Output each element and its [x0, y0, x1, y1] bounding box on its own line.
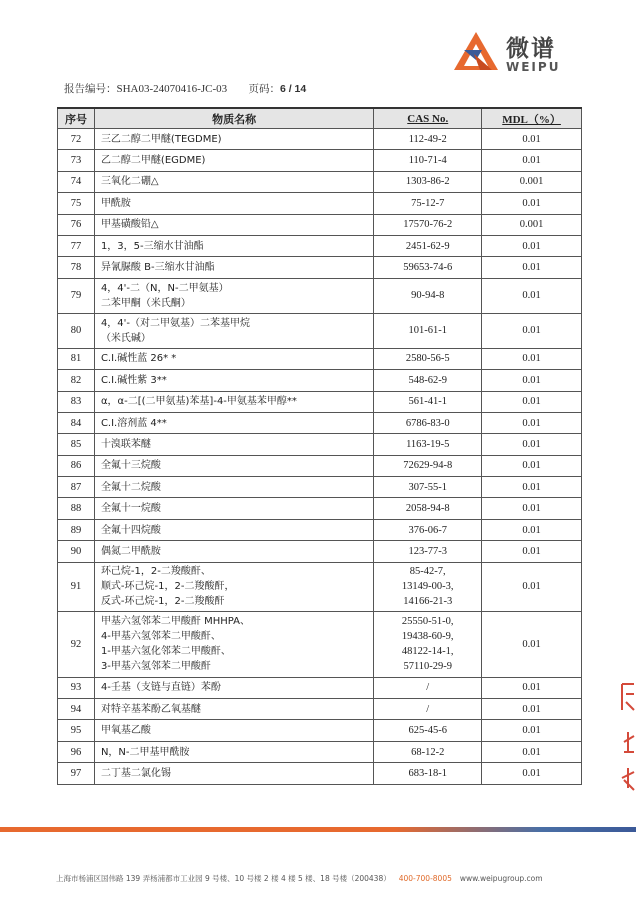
cas-number-line: 68-12-2 [411, 746, 445, 758]
substance-name-line: α，α-二[(二甲氨基)苯基]-4-甲氨基苯甲醇** [100, 396, 297, 408]
substance-name [94, 477, 373, 498]
cas-number-line: 2580-56-5 [405, 353, 450, 365]
substance-name-line: 二苯甲酮（米氏酮） [100, 297, 191, 309]
logo-text-en: WEIPU [506, 60, 561, 74]
substance-name [94, 370, 373, 391]
substance-name [94, 193, 373, 214]
table-body [58, 129, 582, 785]
cas-number [374, 214, 482, 235]
table-row [58, 193, 582, 214]
row-number: 89 [58, 519, 95, 540]
table-row [58, 741, 582, 762]
mdl-value: 0.01 [482, 541, 582, 562]
row-number: 90 [58, 541, 95, 562]
substance-name-line: 三乙二醇二甲醚(TEGDME) [100, 133, 222, 145]
cas-number-line: 101-61-1 [408, 325, 447, 337]
page-number: 6 / 14 [279, 83, 307, 95]
cas-number [374, 257, 482, 278]
cas-number [374, 171, 482, 192]
substance-name-line: 1，3，5-三缩水甘油酯 [100, 240, 204, 252]
cas-number [374, 412, 482, 433]
cas-number-line: 57110-29-9 [403, 661, 453, 673]
cas-number [374, 278, 482, 313]
table-row [58, 541, 582, 562]
table-row [58, 370, 582, 391]
table-row [58, 477, 582, 498]
report-number: SHA03-24070416-JC-03 [116, 83, 228, 95]
mdl-value: 0.01 [482, 129, 582, 150]
substance-name [94, 391, 373, 412]
mdl-value: 0.01 [482, 519, 582, 540]
mdl-value: 0.01 [482, 313, 582, 348]
mdl-value: 0.01 [482, 193, 582, 214]
substance-name [94, 313, 373, 348]
cas-number [374, 391, 482, 412]
substance-name [94, 562, 373, 611]
mdl-value: 0.01 [482, 235, 582, 256]
substance-name [94, 611, 373, 677]
cas-number [374, 477, 482, 498]
row-number: 83 [58, 391, 95, 412]
page-label: 页码： [248, 83, 280, 95]
cas-number [374, 370, 482, 391]
mdl-value: 0.01 [482, 257, 582, 278]
substance-name-line: 对特辛基苯酚乙氧基醚 [100, 703, 201, 715]
mdl-value: 0.001 [482, 171, 582, 192]
substance-name-line: 甲基磺酸铅△ [100, 219, 159, 231]
substance-name [94, 214, 373, 235]
table-row [58, 611, 582, 677]
substance-name-line: 4，4'-（对二甲氨基）二苯基甲烷 [100, 317, 251, 329]
cas-number-line: 625-45-6 [408, 725, 447, 737]
cas-number-line: 112-49-2 [408, 133, 447, 145]
substance-name [94, 150, 373, 171]
substance-name-line: 全氟十三烷酸 [100, 460, 161, 472]
cas-number-line: 17570-76-2 [403, 219, 453, 231]
cas-number [374, 498, 482, 519]
row-number: 73 [58, 150, 95, 171]
cas-number-line: 85-42-7, [409, 566, 446, 578]
cas-number-line: 59653-74-6 [403, 262, 453, 274]
cas-number [374, 763, 482, 784]
footer-address: 上海市杨浦区国伟路 139 弄杨浦都市工业园 9 号楼、10 号楼 2 楼 4 楼 5 楼、18 号楼（200438） [56, 874, 391, 883]
row-number: 91 [58, 562, 95, 611]
substance-name-line: 全氟十一烷酸 [100, 503, 161, 515]
mdl-value: 0.01 [482, 611, 582, 677]
mdl-value: 0.01 [482, 278, 582, 313]
cas-number-line: 548-62-9 [408, 374, 447, 386]
row-number: 77 [58, 235, 95, 256]
substance-table [57, 107, 582, 785]
column-header-mdl: MDL（%） [482, 108, 582, 129]
row-number: 74 [58, 171, 95, 192]
cas-number [374, 193, 482, 214]
table-row [58, 434, 582, 455]
column-header-cas: CAS No. [374, 108, 482, 129]
substance-name [94, 348, 373, 369]
red-seal-stamp [604, 680, 636, 800]
substance-name [94, 455, 373, 476]
cas-number-line: 1163-19-5 [406, 438, 450, 450]
substance-name-line: 甲基六氢邻苯二甲酸酐 MHHPA、 [100, 616, 251, 628]
substance-name-line: 全氟十四烷酸 [100, 524, 161, 536]
table-row [58, 278, 582, 313]
row-number: 92 [58, 611, 95, 677]
cas-number-line: 6786-83-0 [405, 417, 450, 429]
cas-number [374, 677, 482, 698]
substance-name-line: 环己烷-1，2-二羧酸酐、 [100, 566, 211, 578]
substance-name-line: （米氏碱） [100, 332, 151, 344]
substance-name-line: 顺式-环己烷-1，2-二羧酸酐， [100, 581, 235, 593]
substance-name-line: 乙二醇二甲醚(EGDME) [100, 155, 206, 167]
cas-number [374, 313, 482, 348]
substance-name [94, 541, 373, 562]
row-number: 96 [58, 741, 95, 762]
cas-number [374, 519, 482, 540]
table-row [58, 235, 582, 256]
cas-number [374, 348, 482, 369]
table-row [58, 455, 582, 476]
mdl-value: 0.01 [482, 477, 582, 498]
cas-number [374, 611, 482, 677]
cas-number-line: 25550-51-0, [401, 616, 454, 628]
mdl-value: 0.01 [482, 434, 582, 455]
mdl-value: 0.001 [482, 214, 582, 235]
substance-name [94, 498, 373, 519]
cas-number [374, 455, 482, 476]
table-row [58, 677, 582, 698]
substance-name-line: C.I.碱性蓝 26* * [100, 353, 177, 365]
footer-website[interactable]: www.weipugroup.com [459, 874, 543, 883]
substance-name-line: 4-壬基（支链与直链）苯酚 [100, 682, 221, 694]
substance-name [94, 257, 373, 278]
substance-name [94, 519, 373, 540]
mdl-value: 0.01 [482, 720, 582, 741]
cas-number-line: 2451-62-9 [405, 240, 450, 252]
substance-name-line: 4，4'-二（N，N-二甲氨基） [100, 282, 229, 294]
table-row [58, 391, 582, 412]
table-row [58, 562, 582, 611]
cas-number [374, 235, 482, 256]
cas-number-line: / [426, 682, 430, 694]
substance-name-line: 三氧化二硼△ [100, 176, 159, 188]
table-row [58, 412, 582, 433]
cas-number-line: 1303-86-2 [405, 176, 450, 188]
cas-number [374, 541, 482, 562]
footer-phone: 400-700-8005 [398, 874, 452, 883]
substance-name [94, 412, 373, 433]
cas-number-line: 13149-00-3, [401, 581, 454, 593]
cas-number-line: 14166-21-3 [403, 596, 453, 608]
substance-name-line: C.I.碱性紫 3** [100, 374, 167, 386]
cas-number-line: 561-41-1 [408, 396, 447, 408]
substance-name-line: C.I.溶剂蓝 4** [100, 417, 167, 429]
mdl-value: 0.01 [482, 348, 582, 369]
row-number: 88 [58, 498, 95, 519]
row-number: 97 [58, 763, 95, 784]
substance-name [94, 720, 373, 741]
row-number: 79 [58, 278, 95, 313]
substance-name-line: 1-甲基六氢化邻苯二甲酸酐、 [100, 646, 231, 658]
footer [56, 873, 543, 884]
mdl-value: 0.01 [482, 741, 582, 762]
cas-number-line: 683-18-1 [408, 767, 447, 779]
substance-name-line: 4-甲基六氢邻苯二甲酸酐、 [100, 631, 221, 643]
row-number: 85 [58, 434, 95, 455]
substance-name-line: N，N-二甲基甲酰胺 [100, 746, 190, 758]
cas-number-line: 48122-14-1, [401, 646, 454, 658]
row-number: 80 [58, 313, 95, 348]
cas-number-line: 19438-60-9, [401, 631, 454, 643]
cas-number-line: / [426, 703, 430, 715]
mdl-value: 0.01 [482, 370, 582, 391]
substance-name-line: 偶氮二甲酰胺 [100, 545, 161, 557]
substance-name-line: 异氰脲酸 B-三缩水甘油酯 [100, 262, 215, 274]
cas-number-line: 376-06-7 [408, 524, 447, 536]
mdl-value: 0.01 [482, 150, 582, 171]
row-number: 72 [58, 129, 95, 150]
substance-name [94, 763, 373, 784]
table-row [58, 257, 582, 278]
table-header-row [58, 108, 582, 129]
row-number: 75 [58, 193, 95, 214]
mdl-value: 0.01 [482, 699, 582, 720]
table-row [58, 150, 582, 171]
table-row [58, 699, 582, 720]
substance-name [94, 129, 373, 150]
table-row [58, 171, 582, 192]
mdl-value: 0.01 [482, 412, 582, 433]
row-number: 94 [58, 699, 95, 720]
row-number: 81 [58, 348, 95, 369]
mdl-value: 0.01 [482, 498, 582, 519]
weipu-logo [452, 30, 572, 76]
substance-name-line: 十溴联苯醚 [100, 438, 151, 450]
column-header-no: 序号 [58, 108, 95, 129]
cas-number-line: 72629-94-8 [403, 460, 453, 472]
substance-name [94, 741, 373, 762]
substance-name [94, 278, 373, 313]
cas-number [374, 699, 482, 720]
substance-name-line: 反式-环己烷-1，2-二羧酸酐 [100, 596, 225, 608]
weipu-logo-icon [452, 30, 500, 74]
substance-name [94, 699, 373, 720]
cas-number-line: 307-55-1 [408, 481, 447, 493]
substance-name-line: 全氟十二烷酸 [100, 481, 161, 493]
cas-number [374, 129, 482, 150]
cas-number [374, 562, 482, 611]
mdl-value: 0.01 [482, 455, 582, 476]
table-row [58, 129, 582, 150]
row-number: 84 [58, 412, 95, 433]
mdl-value: 0.01 [482, 562, 582, 611]
substance-name-line: 二丁基二氯化锡 [100, 767, 171, 779]
substance-name [94, 434, 373, 455]
row-number: 93 [58, 677, 95, 698]
table-row [58, 720, 582, 741]
row-number: 78 [58, 257, 95, 278]
table-row [58, 763, 582, 784]
mdl-value: 0.01 [482, 677, 582, 698]
table-row [58, 519, 582, 540]
cas-number-line: 123-77-3 [408, 545, 447, 557]
report-header [64, 81, 306, 96]
row-number: 87 [58, 477, 95, 498]
substance-name [94, 677, 373, 698]
row-number: 86 [58, 455, 95, 476]
substance-name-line: 甲酰胺 [100, 197, 131, 209]
mdl-value: 0.01 [482, 391, 582, 412]
substance-name-line: 甲氧基乙酸 [100, 725, 151, 737]
footer-stripe [0, 827, 636, 832]
cas-number [374, 434, 482, 455]
substance-name [94, 171, 373, 192]
cas-number-line: 2058-94-8 [405, 503, 450, 515]
mdl-value: 0.01 [482, 763, 582, 784]
table-row [58, 214, 582, 235]
row-number: 95 [58, 720, 95, 741]
cas-number [374, 720, 482, 741]
cas-number-line: 75-12-7 [411, 197, 445, 209]
row-number: 82 [58, 370, 95, 391]
row-number: 76 [58, 214, 95, 235]
substance-name [94, 235, 373, 256]
cas-number-line: 110-71-4 [408, 155, 447, 167]
table-row [58, 498, 582, 519]
table-row [58, 348, 582, 369]
logo-text-cn: 微谱 [506, 36, 556, 62]
cas-number-line: 90-94-8 [411, 290, 445, 302]
report-number-label: 报告编号： [64, 83, 117, 95]
table-row [58, 313, 582, 348]
substance-name-line: 3-甲基六氢邻苯二甲酸酐 [100, 661, 211, 673]
cas-number [374, 150, 482, 171]
column-header-name: 物质名称 [94, 108, 373, 129]
cas-number [374, 741, 482, 762]
